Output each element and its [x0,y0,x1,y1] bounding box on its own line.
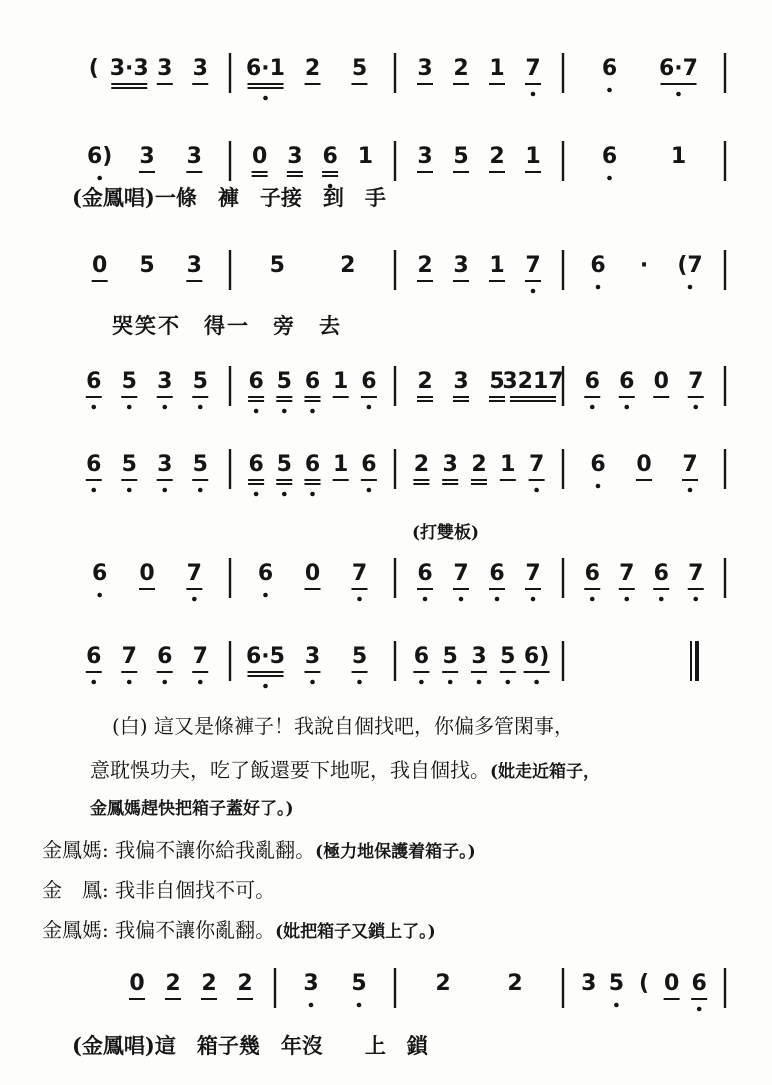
note: 6 [157,644,173,669]
note: 6 [86,644,102,669]
note: 3 [442,452,458,477]
octave-dot-low [263,684,268,689]
octave-dot-low [162,488,167,493]
note: 3 [453,369,469,394]
octave-dot-low [198,488,203,493]
note: 6 [86,452,102,477]
note: 0 [251,144,268,169]
note: 6 [653,561,669,586]
note: 0 [304,561,321,586]
note: 2 [165,971,181,996]
octave-dot-low [198,680,203,685]
note: 0 [139,561,155,586]
note: 6 [691,971,707,996]
octave-dot-low [127,680,132,685]
octave-dot-low [357,680,362,685]
note: 1 [333,452,349,477]
note: 6 [413,644,430,669]
note: 6 [361,452,377,477]
note: 2 [435,971,451,996]
note: 6 [584,369,600,394]
octave-dot-low [693,597,698,602]
octave-dot-low [477,680,482,685]
note: 6 [619,369,635,394]
dialogue-text: 我非自個找不可。 [115,878,276,902]
note: 6·5 [246,644,285,669]
octave-dot-low [688,285,693,290]
octave-dot-low [357,597,362,602]
octave-dot-low [459,597,464,602]
octave-dot-low [531,289,536,294]
note: 7 [619,561,635,586]
score-system-s8 [129,968,725,1011]
note: 6 [489,561,505,586]
octave-dot-low [534,680,539,685]
note: 5 [453,144,469,169]
octave-dot-low [310,680,315,685]
octave-dot-low [607,176,612,181]
octave-dot-low [97,176,102,181]
speech-line-1 [112,710,574,739]
note: 5 [608,971,625,996]
octave-dot-low [127,405,132,410]
note: ( [88,56,99,81]
note: 5 [351,56,368,81]
note: 3 [287,144,303,169]
score-system-s1 [89,53,725,100]
note: 7 [351,561,368,586]
speech-line-2 [90,754,600,783]
score-system-s6 [92,558,725,601]
note: · [639,253,649,278]
note: 5 [192,369,208,394]
octave-dot-low [697,1007,702,1012]
note: 6 [601,56,618,81]
note: 6 [248,452,264,477]
note: 1 [333,369,349,394]
octave-dot-low [282,409,287,414]
note: 3217 [502,369,564,394]
speaker-name: 金鳳媽: [42,918,109,942]
note: 3 [417,144,433,169]
stage-direction: (妣走近箱子， [490,762,601,782]
note: 5 [269,253,285,278]
octave-dot-low [263,96,268,101]
note: 7 [192,644,208,669]
dialogue-line-2 [42,874,275,903]
octave-dot-low [531,597,536,602]
note: 5 [351,971,367,996]
octave-dot-low [506,680,511,685]
octave-dot-low [624,405,629,410]
octave-dot-low [688,488,693,493]
note: 6) [86,144,113,169]
note: 6 [590,253,606,278]
octave-dot-low [419,680,424,685]
note: 6 [304,452,321,477]
note: 2 [453,56,469,81]
note: 6 [86,369,102,394]
note: 1 [489,56,505,81]
octave-dot-low [693,405,698,410]
score-system-s7 [86,641,697,688]
speaker-name: 金鳳媽: [42,838,109,862]
dialogue-text: 我偏不讓你亂翻。 [115,918,276,942]
octave-dot-low [448,680,453,685]
note: 3 [157,452,173,477]
speaker-name: 金 鳳: [42,878,109,902]
octave-dot-low [91,488,96,493]
note: 6 [361,369,377,394]
lyric-line-8: (金鳳唱)這 箱子幾 年沒 上 鎖 [72,1033,428,1058]
note: 3 [471,644,487,669]
note: 3 [157,369,173,394]
octave-dot-low [357,1003,362,1008]
note: 5 [442,644,458,669]
note: 5 [276,369,292,394]
note: 6 [584,561,600,586]
note: 3 [581,971,597,996]
note: 2 [417,253,433,278]
octave-dot-low [310,492,315,497]
speech-label: (白) [112,714,148,738]
octave-dot-low [596,484,601,489]
octave-dot-low [254,409,259,414]
note: 2 [201,971,217,996]
dialogue-line-3 [42,914,436,943]
score-system-s4 [86,366,725,413]
octave-dot-low [310,409,315,414]
note: 3 [157,56,173,81]
note: 0 [636,452,652,477]
octave-dot-low [495,597,500,602]
note: 1 [489,253,505,278]
note: 3 [417,56,433,81]
note: (7 [677,253,703,278]
octave-dot-low [676,92,681,97]
speech-text: 意耽悞功夫，吃了飯還要下地呢，我自個找。 [90,758,490,782]
octave-dot-low [162,405,167,410]
note: 7 [688,561,704,586]
dialogue-line-1 [42,834,476,863]
octave-dot-low [282,492,287,497]
note: 6) [523,644,550,669]
note: ( [638,971,650,996]
note: 5 [121,452,137,477]
note: 7 [186,561,202,586]
octave-dot-low [534,488,539,493]
octave-dot-low [162,680,167,685]
note: 2 [340,253,356,278]
note: 5 [121,369,137,394]
note: 3 [453,253,469,278]
stage-direction: (極力地保護着箱子。) [315,842,476,862]
octave-dot-low [659,597,664,602]
note: 6 [304,369,321,394]
note: 6 [590,452,606,477]
note: 3 [303,971,319,996]
octave-dot-low [614,1003,619,1008]
note: 5 [500,644,516,669]
speech-text: 這又是條褲子！我說自個找吧，你偏多管閑事， [153,714,574,738]
note: 3 [139,144,155,169]
note: 5 [276,452,292,477]
octave-dot-low [127,488,132,493]
note: 2 [489,144,505,169]
note: 5 [139,253,155,278]
note: 5 [489,369,505,394]
speech-line-3: 金鳳媽趕快把箱子蓋好了。) [90,799,294,819]
note: 0 [92,253,108,278]
score-system-s5 [86,449,725,496]
note: 1 [357,144,374,169]
note: 0 [663,971,680,996]
octave-dot-low [309,1003,314,1008]
note: 2 [507,971,523,996]
note: 2 [413,452,430,477]
note: 5 [192,452,208,477]
octave-dot-low [590,597,595,602]
note: 7 [453,561,469,586]
note: 6 [248,369,264,394]
note: 1 [670,144,687,169]
octave-dot-low [596,285,601,290]
note: 6 [257,561,274,586]
octave-dot-low [367,405,372,410]
octave-dot-low [590,405,595,410]
stage-direction: (妣把箱子又鎖上了。) [275,922,436,942]
note: 3 [304,644,321,669]
note: 3 [186,144,202,169]
octave-dot-low [254,492,259,497]
note: 7 [525,561,541,586]
note: 6 [92,561,108,586]
note: 6 [417,561,433,586]
octave-dot-low [531,92,536,97]
note: 0 [129,971,145,996]
octave-dot-low [423,597,428,602]
note: 0 [653,369,669,394]
note: 1 [500,452,516,477]
octave-dot-low [198,405,203,410]
octave-dot-low [624,597,629,602]
note: 6 [322,144,338,169]
note: 2 [237,971,253,996]
percussion-note: (打雙板) [412,523,480,543]
lyric-line-3: 哭笑不 得一 旁 去 [112,313,342,338]
octave-dot-low [97,593,102,598]
note: 7 [525,253,541,278]
note: 5 [351,644,368,669]
score-system-s3 [92,250,725,293]
note: 6 [601,144,618,169]
note: 1 [525,144,541,169]
note: 7 [121,644,137,669]
note: 6·1 [246,56,285,81]
octave-dot-low [263,593,268,598]
note: 3·3 [109,56,149,81]
octave-dot-low [91,405,96,410]
octave-dot-low [192,597,197,602]
lyric-line-2: (金鳳唱)一條 褲 子接 到 手 [72,185,386,210]
note: 6·7 [659,56,698,81]
note: 7 [525,56,541,81]
octave-dot-low [91,680,96,685]
note: 3 [186,253,202,278]
octave-dot-low [367,488,372,493]
dialogue-text: 我偏不讓你給我亂翻。 [115,838,316,862]
octave-dot-low [607,88,612,93]
note: 7 [688,369,704,394]
note: 3 [192,56,208,81]
note: 2 [417,369,433,394]
note: 7 [528,452,545,477]
note: 2 [471,452,487,477]
note: 2 [304,56,321,81]
note: 7 [682,452,698,477]
